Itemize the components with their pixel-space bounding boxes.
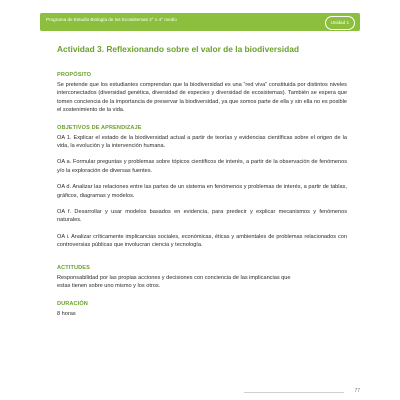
page-number: 77 (354, 388, 360, 394)
header-bar (40, 13, 360, 31)
proposito-heading: PROPÓSITO (57, 72, 92, 78)
objective-item: OA f. Desarrollar y usar modelos basados en evidencia, para predecir y explicar mecanismos y fenómenos naturales. (57, 209, 348, 224)
document-body (57, 44, 347, 318)
actitudes-heading: ACTITUDES (57, 264, 90, 271)
page-footer (70, 387, 360, 397)
duracion-value: 8 horas (57, 310, 76, 317)
proposito-line: Se pretende que los estudiantes comprendan que la biodiversidad es una “red viva” constituida por (57, 82, 306, 88)
objective-item: OA i. Analizar críticamente implicancias sociales, económicas, éticas y ambientales de problemas relacionados con controversias públicas que involucran ciencia y tecnología. (57, 233, 347, 249)
duracion-heading: DURACIÓN (57, 300, 88, 307)
proposito-line: distintos niveles interconectados (diversidad genética, diversidad de especies y diversidad de (57, 82, 347, 97)
unit-badge: Unidad 1 (325, 16, 355, 30)
footer-divider (244, 392, 344, 393)
proposito-line: ya que somos parte de ella y sin ella no es posible el sostenimiento de la vida. (57, 98, 347, 114)
objetivos-heading: OBJETIVOS DE APRENDIZAJE (57, 124, 142, 131)
proposito-text (57, 81, 347, 115)
objective-item: OA d. Analizar las relaciones entre las partes de un sistema en fenómenos y problemas de interés, a partir de tablas, gráficos, diagramas y modelos. (57, 184, 347, 199)
actitudes-text: Responsabilidad por las propias acciones y decisiones con conciencia de las implicancias que estas tienen sobre uno mismo y los otros. (57, 274, 291, 290)
proposito-line: ecosistemas). También se espera que tomen conciencia de la importancia de preservar la biodiversidad, (57, 90, 347, 105)
objective-item: OA 1. Explicar el estado de la biodiversidad actual a partir de teorías y evidencias científicas sobre el origen de la vida, la evolución y la intervención humana. (57, 134, 347, 150)
objective-item: OA a. Formular preguntas y problemas sobre tópicos científicos de interés, a partir de la observación de fenómenos y/o la exploración de diversas fuentes. (57, 159, 347, 174)
program-title: Programa de Estudio Biología de los Ecosistemas 3° o 4° medio (46, 17, 177, 22)
activity-title: Actividad 3. Reflexionando sobre el valor de la biodiversidad (57, 44, 300, 54)
